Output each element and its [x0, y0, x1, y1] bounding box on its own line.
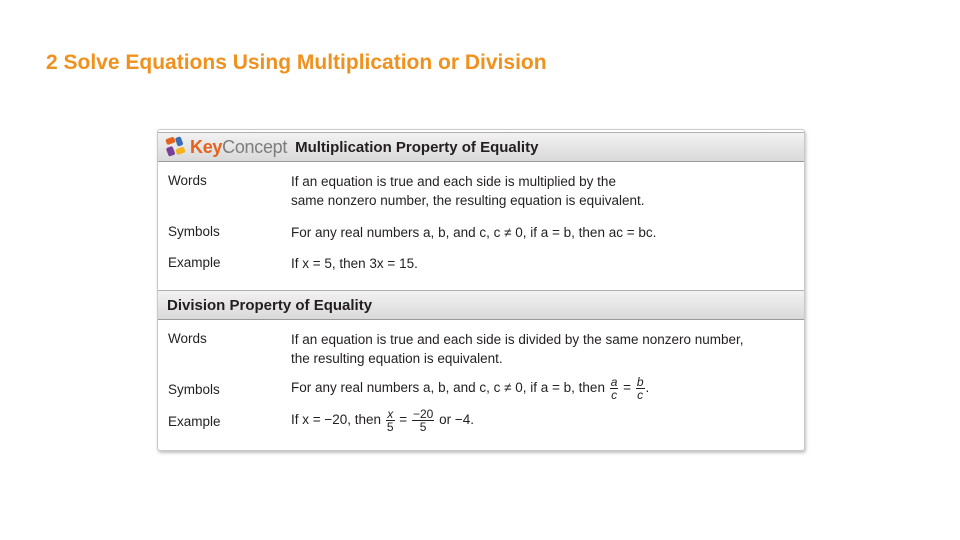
fraction-x-over-5: $\frac{x}{5}$ [386, 407, 394, 434]
row-label-example: Example [168, 414, 221, 429]
section-heading: Division Property of Equality [167, 296, 373, 314]
key-concept-logo-icon [164, 135, 188, 159]
division-property-header [158, 290, 804, 320]
row-text-symbols: For any real numbers a, b, and c, c ≠ 0, if a = b, then ac = bc. [291, 225, 657, 240]
row-text-symbols: For any real numbers a, b, and c, c ≠ 0, if a = b, then $\frac{a}{c}$ = $\frac{b}{c}$ . [291, 375, 650, 402]
row-label-symbols: Symbols [168, 382, 220, 397]
fraction-neg20-over-5: $\frac{-20}{5}$ [412, 407, 434, 434]
row-label-words: Words [168, 173, 207, 188]
fraction-b-over-c: $\frac{b}{c}$ [636, 375, 644, 402]
row-text-example: If x = 5, then 3x = 15. [291, 256, 418, 271]
fraction-a-over-c: $\frac{a}{c}$ [610, 375, 618, 402]
key-concept-header [158, 132, 804, 162]
row-text-words: If an equation is true and each side is divided by the same nonzero number, the resulting equation is equivalent. [291, 332, 744, 366]
key-concept-brand: KeyConcept [190, 136, 288, 157]
row-label-example: Example [168, 255, 221, 270]
row-text-words: If an equation is true and each side is multiplied by the same nonzero number, the resulting equation is equivalent. [291, 174, 645, 208]
section-heading: Multiplication Property of Equality [295, 138, 539, 156]
row-text-example: If x = −20, then $\frac{x}{5}$ = $\frac{-20}{5}$ or −4. [291, 407, 474, 434]
row-label-symbols: Symbols [168, 224, 220, 239]
key-concept-box [157, 129, 805, 451]
slide-title: 2 Solve Equations Using Multiplication or Division [46, 51, 547, 74]
row-label-words: Words [168, 331, 207, 346]
